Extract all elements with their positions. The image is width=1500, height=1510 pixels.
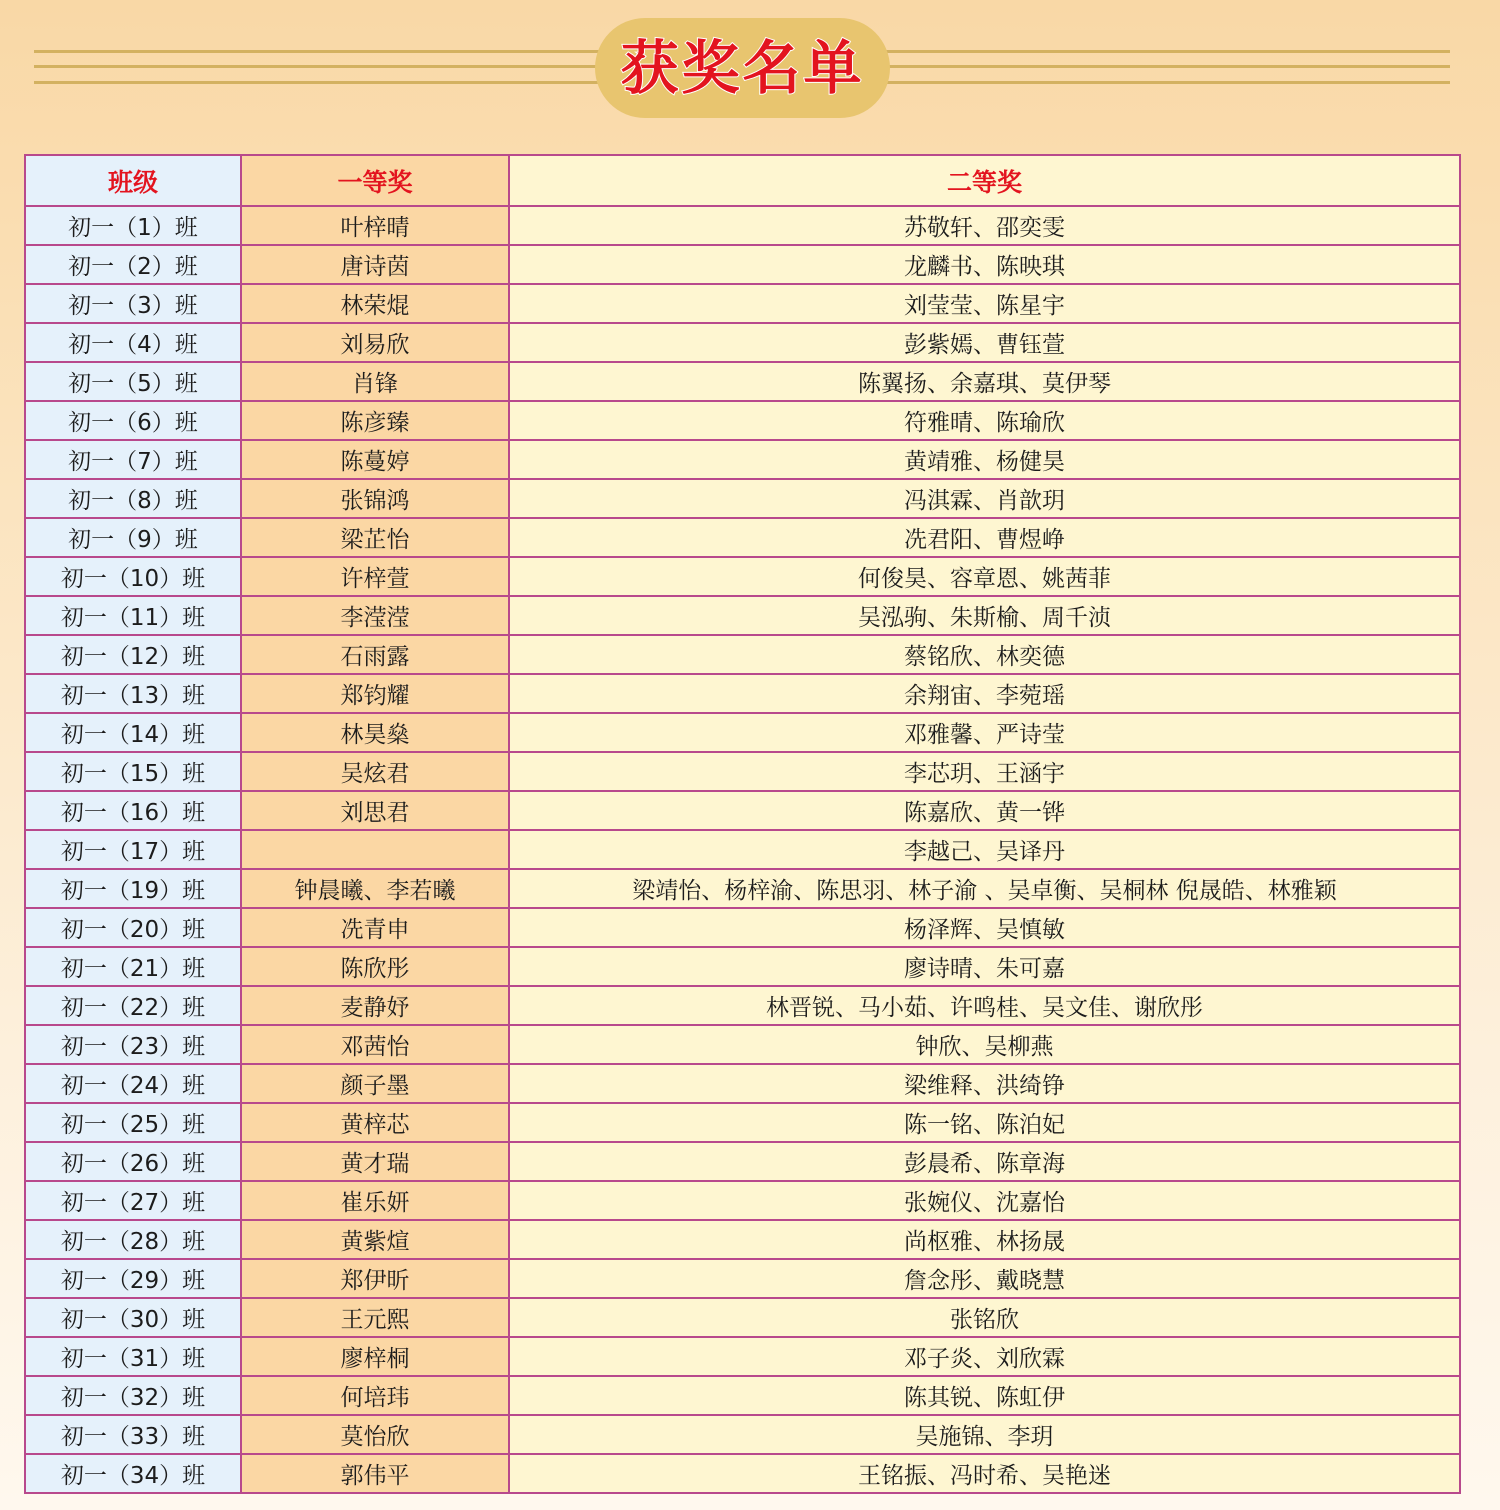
cell-class: 初一（20）班 (25, 908, 241, 947)
cell-class: 初一（28）班 (25, 1220, 241, 1259)
table-row (25, 1415, 1460, 1454)
cell-first-prize: 吴炫君 (241, 752, 509, 791)
table-row (25, 1142, 1460, 1181)
table-row (25, 479, 1460, 518)
table-row (25, 1025, 1460, 1064)
cell-first-prize: 莫怡欣 (241, 1415, 509, 1454)
cell-second-prize: 李芯玥、王涵宇 (509, 752, 1460, 791)
cell-second-prize: 陈一铭、陈泊妃 (509, 1103, 1460, 1142)
table-row (25, 401, 1460, 440)
cell-first-prize: 邓茜怡 (241, 1025, 509, 1064)
cell-first-prize: 陈蔓婷 (241, 440, 509, 479)
cell-second-prize: 张铭欣 (509, 1298, 1460, 1337)
table-row (25, 1259, 1460, 1298)
cell-first-prize: 林昊燊 (241, 713, 509, 752)
cell-class: 初一（15）班 (25, 752, 241, 791)
cell-class: 初一（6）班 (25, 401, 241, 440)
cell-second-prize: 冯淇霖、肖歆玥 (509, 479, 1460, 518)
cell-first-prize: 郭伟平 (241, 1454, 509, 1493)
cell-second-prize: 蔡铭欣、林奕德 (509, 635, 1460, 674)
table-row (25, 245, 1460, 284)
cell-class: 初一（12）班 (25, 635, 241, 674)
table-row (25, 440, 1460, 479)
cell-second-prize: 陈嘉欣、黄一铧 (509, 791, 1460, 830)
cell-class: 初一（16）班 (25, 791, 241, 830)
table-row (25, 1220, 1460, 1259)
table-row (25, 869, 1460, 908)
header-class: 班级 (25, 155, 241, 206)
cell-first-prize (241, 830, 509, 869)
header-second-prize: 二等奖 (509, 155, 1460, 206)
cell-class: 初一（17）班 (25, 830, 241, 869)
table-row (25, 908, 1460, 947)
table-row (25, 1376, 1460, 1415)
award-table (24, 154, 1461, 1494)
table-row (25, 1103, 1460, 1142)
cell-class: 初一（33）班 (25, 1415, 241, 1454)
cell-class: 初一（3）班 (25, 284, 241, 323)
cell-second-prize: 尚枢雅、林扬晟 (509, 1220, 1460, 1259)
table-row (25, 635, 1460, 674)
cell-first-prize: 钟晨曦、李若曦 (241, 869, 509, 908)
cell-first-prize: 肖锋 (241, 362, 509, 401)
cell-second-prize: 余翔宙、李菀瑶 (509, 674, 1460, 713)
table-body (25, 206, 1460, 1493)
cell-second-prize: 陈翼扬、余嘉琪、莫伊琴 (509, 362, 1460, 401)
table-row (25, 830, 1460, 869)
cell-class: 初一（34）班 (25, 1454, 241, 1493)
cell-second-prize: 钟欣、吴柳燕 (509, 1025, 1460, 1064)
cell-first-prize: 许梓萱 (241, 557, 509, 596)
cell-class: 初一（19）班 (25, 869, 241, 908)
cell-class: 初一（25）班 (25, 1103, 241, 1142)
cell-class: 初一（21）班 (25, 947, 241, 986)
page-title: 获奖名单 (620, 34, 865, 102)
cell-first-prize: 黄梓芯 (241, 1103, 509, 1142)
cell-first-prize: 刘思君 (241, 791, 509, 830)
cell-class: 初一（30）班 (25, 1298, 241, 1337)
cell-class: 初一（29）班 (25, 1259, 241, 1298)
cell-first-prize: 麦静妤 (241, 986, 509, 1025)
table-row (25, 1298, 1460, 1337)
cell-class: 初一（5）班 (25, 362, 241, 401)
cell-first-prize: 叶梓晴 (241, 206, 509, 245)
cell-class: 初一（13）班 (25, 674, 241, 713)
cell-second-prize: 彭紫嫣、曹钰萱 (509, 323, 1460, 362)
cell-second-prize: 刘莹莹、陈星宇 (509, 284, 1460, 323)
cell-class: 初一（4）班 (25, 323, 241, 362)
cell-second-prize: 梁维释、洪绮铮 (509, 1064, 1460, 1103)
cell-first-prize: 刘易欣 (241, 323, 509, 362)
cell-class: 初一（7）班 (25, 440, 241, 479)
cell-first-prize: 崔乐妍 (241, 1181, 509, 1220)
cell-second-prize: 王铭振、冯时希、吴艳迷 (509, 1454, 1460, 1493)
table-row (25, 323, 1460, 362)
cell-second-prize: 詹念彤、戴晓慧 (509, 1259, 1460, 1298)
table-row (25, 986, 1460, 1025)
table-header-row (25, 155, 1460, 206)
table-row (25, 1064, 1460, 1103)
cell-class: 初一（22）班 (25, 986, 241, 1025)
title-badge (595, 18, 890, 118)
cell-first-prize: 陈彦臻 (241, 401, 509, 440)
table-row (25, 362, 1460, 401)
cell-first-prize: 梁芷怡 (241, 518, 509, 557)
cell-second-prize: 邓雅馨、严诗莹 (509, 713, 1460, 752)
cell-second-prize: 廖诗晴、朱可嘉 (509, 947, 1460, 986)
cell-second-prize: 龙麟书、陈映琪 (509, 245, 1460, 284)
cell-class: 初一（23）班 (25, 1025, 241, 1064)
table-row (25, 1337, 1460, 1376)
cell-first-prize: 黄才瑞 (241, 1142, 509, 1181)
cell-first-prize: 颜子墨 (241, 1064, 509, 1103)
cell-class: 初一（1）班 (25, 206, 241, 245)
cell-second-prize: 陈其锐、陈虹伊 (509, 1376, 1460, 1415)
table-row (25, 284, 1460, 323)
table-row (25, 1181, 1460, 1220)
cell-first-prize: 唐诗茵 (241, 245, 509, 284)
cell-second-prize: 张婉仪、沈嘉怡 (509, 1181, 1460, 1220)
cell-class: 初一（9）班 (25, 518, 241, 557)
cell-first-prize: 廖梓桐 (241, 1337, 509, 1376)
cell-class: 初一（2）班 (25, 245, 241, 284)
table-row (25, 947, 1460, 986)
cell-first-prize: 陈欣彤 (241, 947, 509, 986)
table-row (25, 791, 1460, 830)
cell-second-prize: 冼君阳、曹煜峥 (509, 518, 1460, 557)
cell-class: 初一（14）班 (25, 713, 241, 752)
cell-class: 初一（26）班 (25, 1142, 241, 1181)
cell-first-prize: 张锦鸿 (241, 479, 509, 518)
cell-class: 初一（32）班 (25, 1376, 241, 1415)
table-row (25, 596, 1460, 635)
cell-class: 初一（27）班 (25, 1181, 241, 1220)
cell-second-prize: 吴泓驹、朱斯榆、周千浈 (509, 596, 1460, 635)
cell-second-prize: 彭晨希、陈章海 (509, 1142, 1460, 1181)
cell-class: 初一（10）班 (25, 557, 241, 596)
table-row (25, 674, 1460, 713)
header-first-prize: 一等奖 (241, 155, 509, 206)
cell-class: 初一（31）班 (25, 1337, 241, 1376)
cell-second-prize: 黄靖雅、杨健昊 (509, 440, 1460, 479)
cell-second-prize: 邓子炎、刘欣霖 (509, 1337, 1460, 1376)
cell-class: 初一（11）班 (25, 596, 241, 635)
cell-first-prize: 黄紫煊 (241, 1220, 509, 1259)
table-row (25, 752, 1460, 791)
cell-first-prize: 郑钧耀 (241, 674, 509, 713)
cell-first-prize: 冼青申 (241, 908, 509, 947)
table-row (25, 1454, 1460, 1493)
cell-first-prize: 石雨露 (241, 635, 509, 674)
table-row (25, 518, 1460, 557)
cell-second-prize: 何俊昊、容章恩、姚茜菲 (509, 557, 1460, 596)
cell-second-prize: 李越己、吴译丹 (509, 830, 1460, 869)
cell-second-prize: 符雅晴、陈瑜欣 (509, 401, 1460, 440)
cell-first-prize: 王元熙 (241, 1298, 509, 1337)
cell-second-prize: 林晋锐、马小茹、许鸣桂、吴文佳、谢欣彤 (509, 986, 1460, 1025)
cell-first-prize: 林荣焜 (241, 284, 509, 323)
cell-second-prize: 梁靖怡、杨梓渝、陈思羽、林子渝 、吴卓衡、吴桐林 倪晟皓、林雅颖 (509, 869, 1460, 908)
cell-first-prize: 何培玮 (241, 1376, 509, 1415)
table-row (25, 557, 1460, 596)
table-row (25, 206, 1460, 245)
cell-second-prize: 吴施锦、李玥 (509, 1415, 1460, 1454)
cell-first-prize: 李滢滢 (241, 596, 509, 635)
cell-first-prize: 郑伊昕 (241, 1259, 509, 1298)
cell-class: 初一（24）班 (25, 1064, 241, 1103)
table-row (25, 713, 1460, 752)
cell-class: 初一（8）班 (25, 479, 241, 518)
cell-second-prize: 杨泽辉、吴慎敏 (509, 908, 1460, 947)
cell-second-prize: 苏敬轩、邵奕雯 (509, 206, 1460, 245)
